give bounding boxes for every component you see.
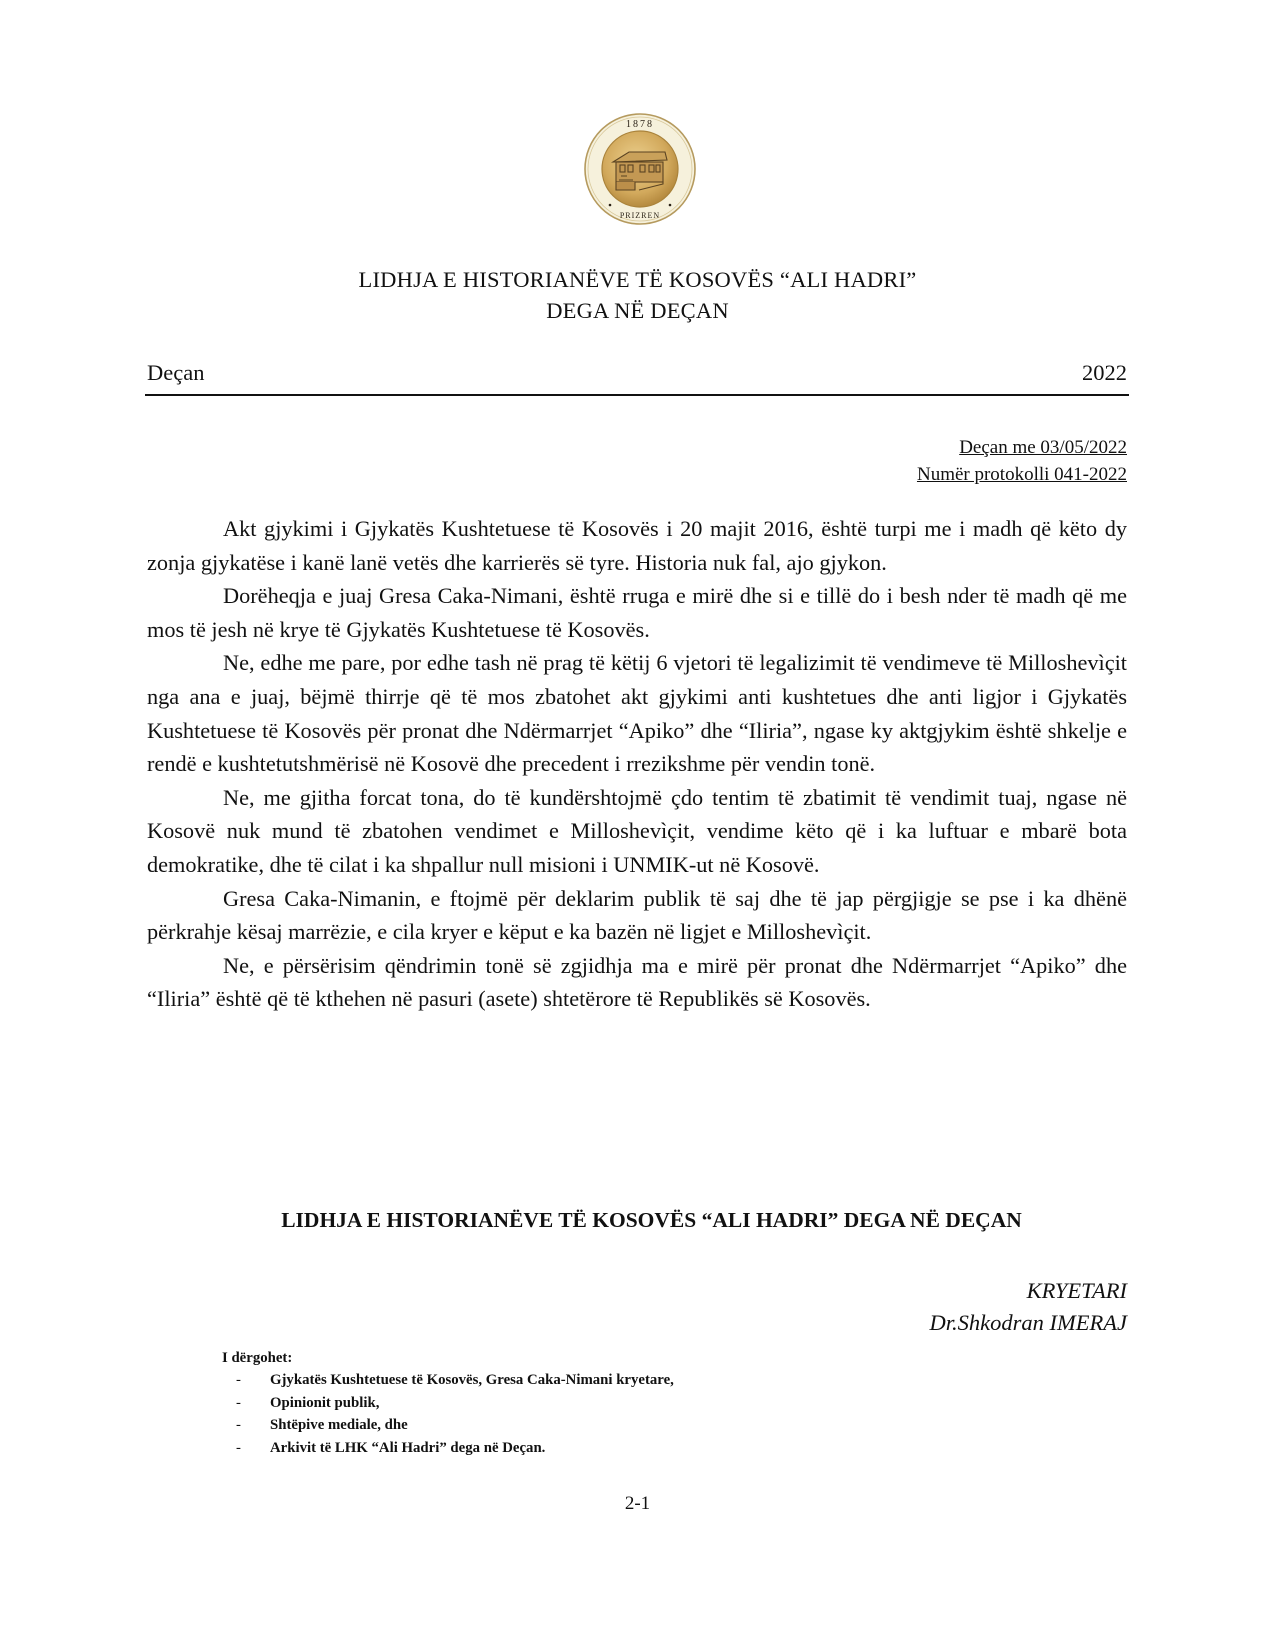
recipient-text: Shtëpive mediale, dhe (270, 1417, 408, 1433)
place-label: Deçan (147, 360, 205, 385)
dash-bullet-icon: - (236, 1394, 241, 1411)
letter-body (147, 512, 1127, 1016)
place-year-row (147, 360, 1127, 390)
recipient-item (222, 1392, 674, 1415)
organization-logo (583, 112, 697, 226)
signoff-organization: LIDHJA E HISTORIANËVE TË KOSOVËS “ALI HADRI” DEGA NË DEÇAN (281, 1208, 1022, 1232)
recipient-item (222, 1437, 674, 1460)
signatory-name: Dr.Shkodran IMERAJ (929, 1310, 1127, 1335)
dash-bullet-icon: - (236, 1439, 241, 1456)
signatory-role: KRYETARI (1026, 1278, 1127, 1303)
recipient-item (222, 1414, 674, 1437)
body-paragraph: Dorëheqja e juaj Gresa Caka-Nimani, është rruga e mirë dhe si e tillë do i besh nder të madh që me mos të jesh në krye të Gjykatës Kushtetuese të Kosovës. (147, 583, 1127, 642)
recipient-text: Arkivit të LHK “Ali Hadri” dega në Deçan. (270, 1439, 546, 1456)
protocol-number: Numër protokolli 041-2022 (916, 464, 1127, 485)
body-paragraph: Ne, edhe me pare, por edhe tash në prag të këtij 6 vjetori të legalizimit të vendimeve të Milloshevìçit nga ana e juaj, bëjmë thirrje që të mos zbatohet akt gjykimi anti kushtetues dhe anti ligjor i Gjykatës Kushtetuese të Kosovës për pronat dhe Ndërmarrjet “Apiko” dhe “Iliria”, ngase ky aktgjykim është shkelje e rendë e kushtetutshmërisë në Kosovë dhe precedent i rrezikshme për vendin tonë. (147, 650, 1127, 777)
prizren-league-house-seal-icon (583, 112, 697, 226)
page-number: 2-1 (624, 1493, 651, 1514)
year-label: 2022 (1082, 360, 1127, 385)
recipient-text: Opinionit publik, (270, 1394, 380, 1411)
organization-title: LIDHJA E HISTORIANËVE TË KOSOVËS “ALI HADRI” (358, 267, 917, 292)
header-divider (145, 394, 1129, 396)
recipients-block (222, 1350, 674, 1459)
document-date: Deçan me 03/05/2022 (959, 437, 1127, 458)
recipient-item (222, 1369, 674, 1392)
body-paragraph: Gresa Caka-Nimanin, e ftojmë për deklarim publik të saj dhe të jap përgjigje se pse i ka dhënë përkrahje kësaj marrëzie, e cila kryer e këput e ka bazën në ligjet e Milloshevìçit. (147, 885, 1127, 945)
branch-title: DEGA NË DEÇAN (546, 298, 729, 323)
dash-bullet-icon: - (236, 1417, 241, 1433)
svg-text:1878: 1878 (626, 119, 654, 130)
body-paragraph: Ne, me gjitha forcat tona, do të kundërshtojmë çdo tentim të zbatimit të vendimit tuaj, ngase në Kosovë nuk mund të zbatohen vendimet e Milloshevìçit, vendime këto që i ka luftuar e mbarë bota demokratike, dhe të cilat i ka shpallur null misioni i UNMIK-ut në Kosovë. (147, 784, 1127, 877)
body-paragraph: Ne, e përsërisim qëndrimin tonë së zgjidhja ma e mirë për pronat dhe Ndërmarrjet “Apiko” dhe “Iliria” është që të kthehen në pasuri (asete) shtetërore të Republikës së Kosovës. (147, 952, 1127, 1012)
recipients-title: I dërgohet: (222, 1350, 293, 1366)
recipient-text: Gjykatës Kushtetuese të Kosovës, Gresa Caka-Nimani kryetare, (270, 1372, 674, 1388)
svg-text:PRIZREN: PRIZREN (619, 211, 661, 220)
dash-bullet-icon: - (236, 1372, 241, 1388)
recipients-list (222, 1369, 674, 1459)
body-paragraph: Akt gjykimi i Gjykatës Kushtetuese të Kosovës i 20 majit 2016, është turpi me i madh që këto dy zonja gjykatëse i kanë lanë vetës dhe karrierës së tyre. Historia nuk fal, ajo gjykon. (147, 516, 1127, 575)
